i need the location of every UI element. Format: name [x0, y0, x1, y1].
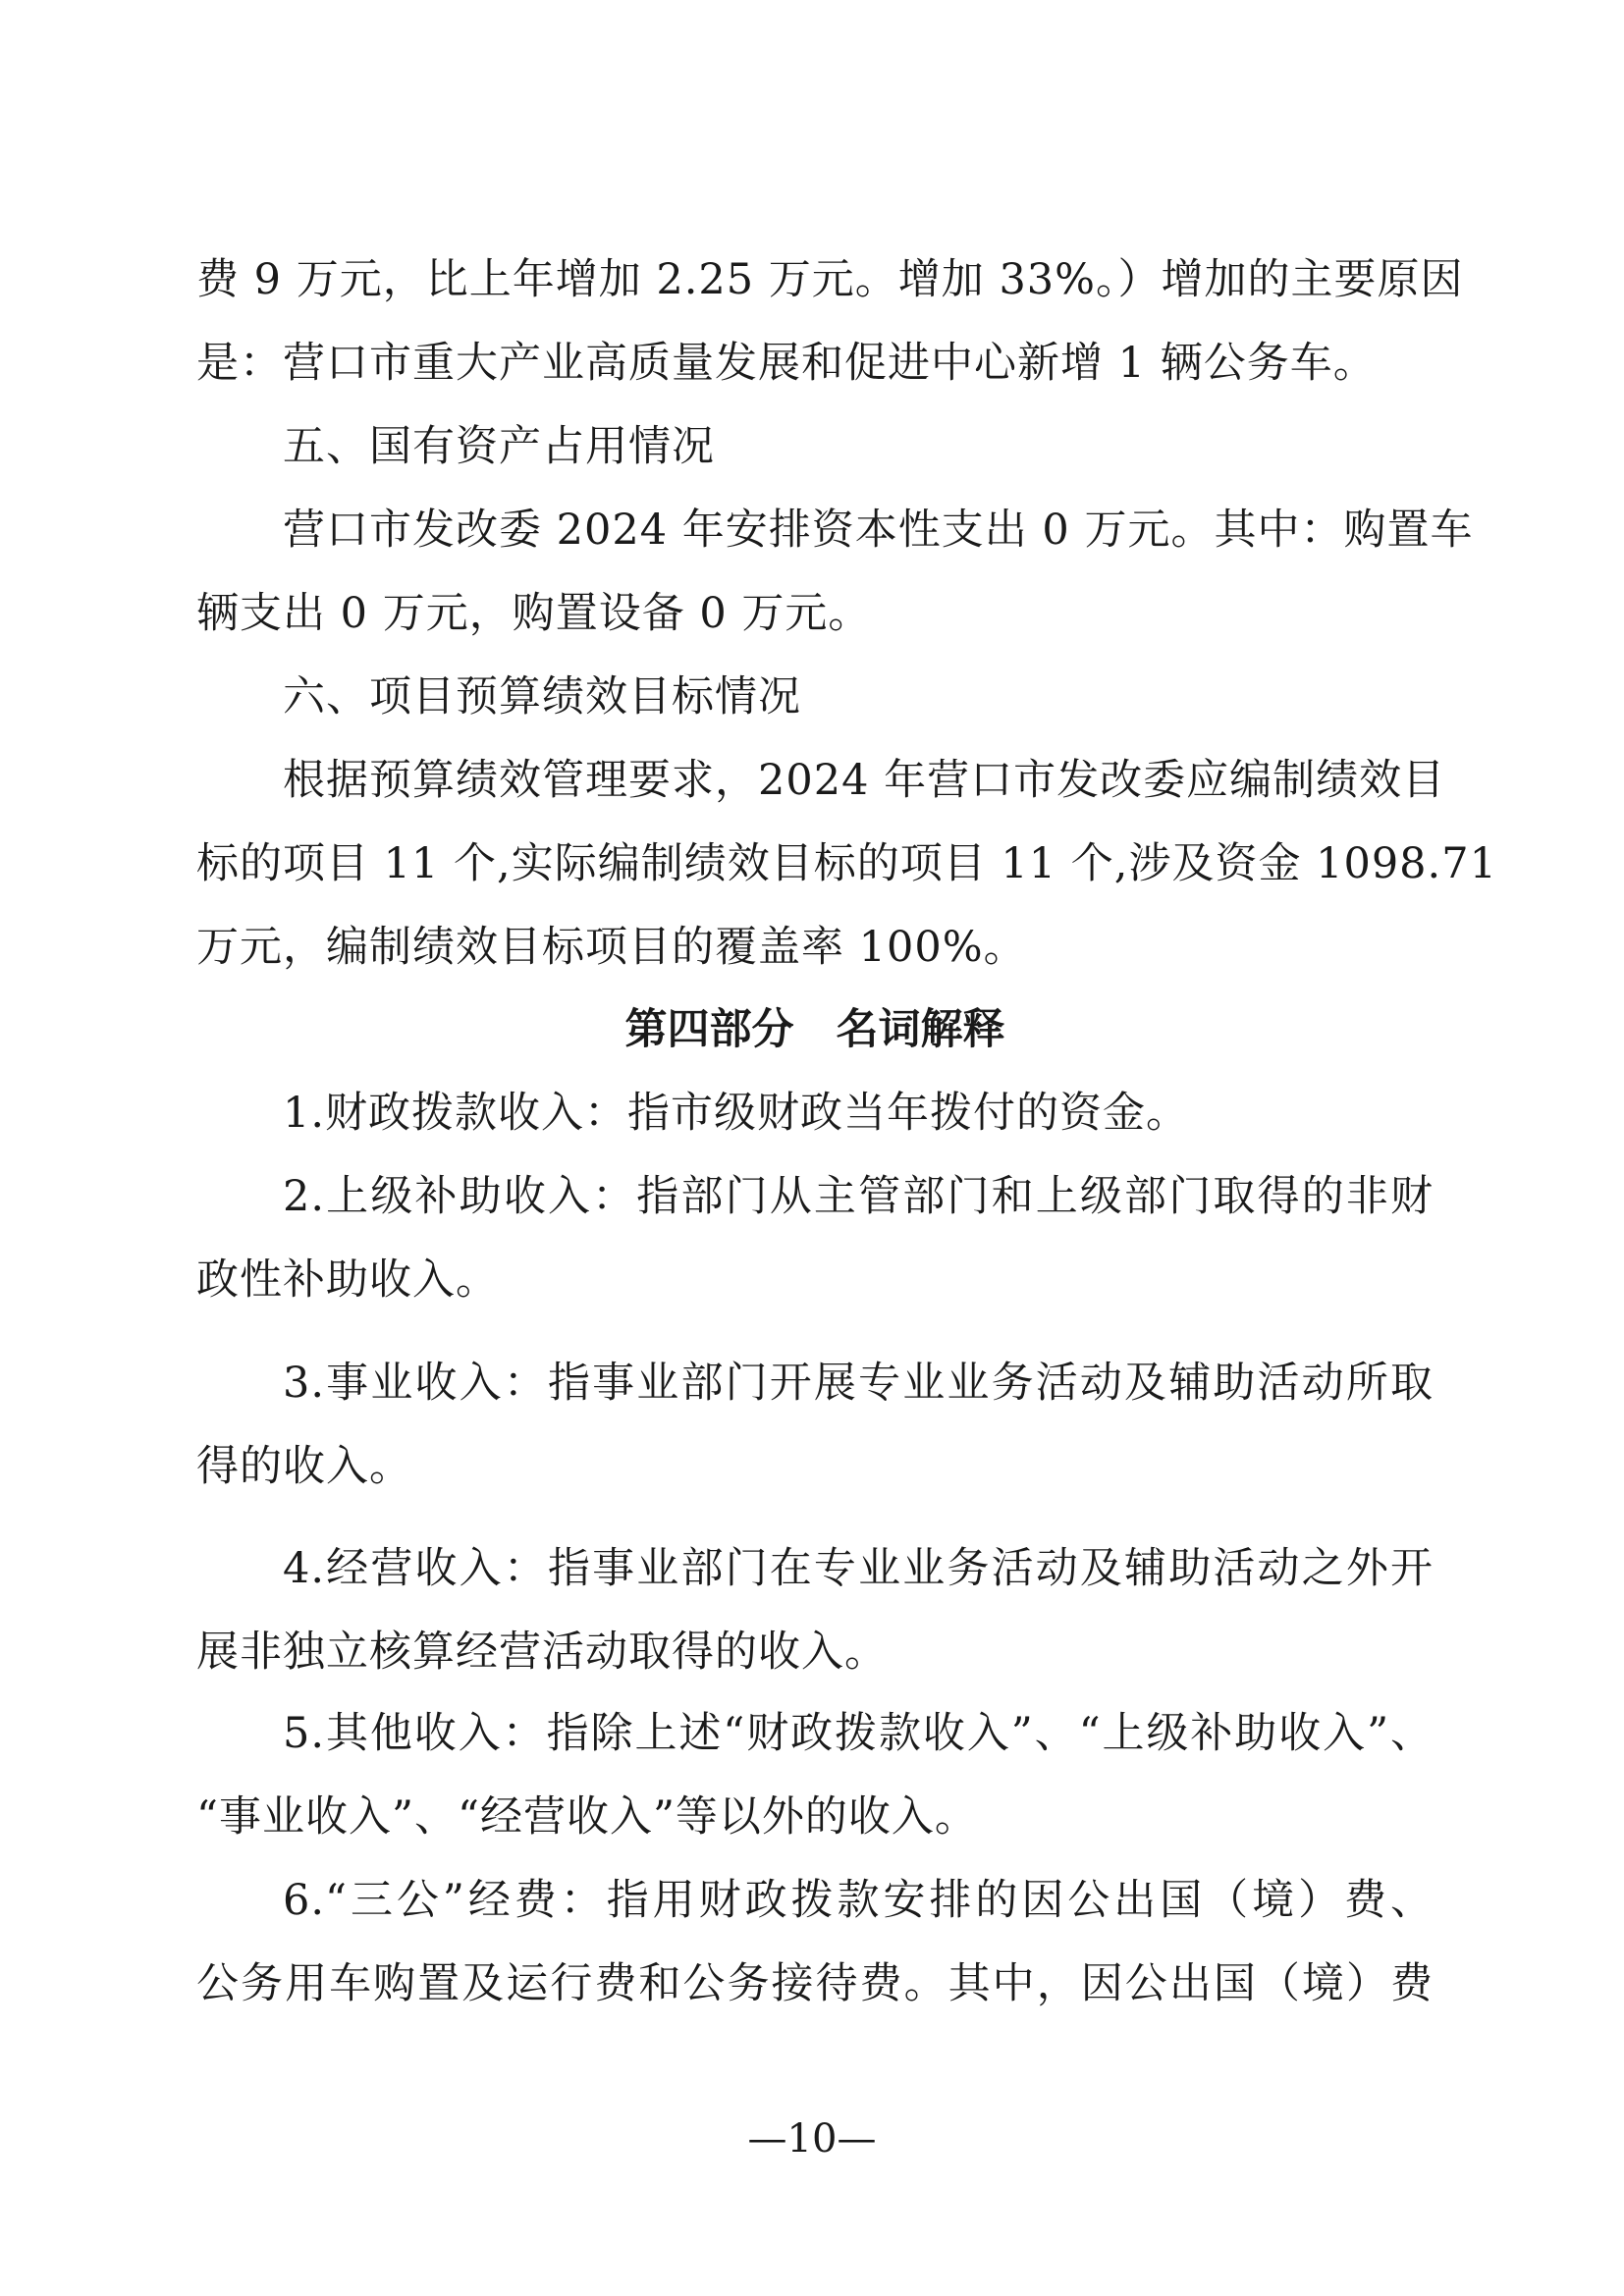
definition-item: 1.财政拨款收入：指市级财政当年拨付的资金。 [283, 1089, 1190, 1138]
definition-item: 3.事业收入：指事业部门开展专业业务活动及辅助活动所取 [283, 1359, 1434, 1408]
section-heading-performance: 六、项目预算绩效目标情况 [283, 672, 801, 721]
page-number: —10— [747, 2116, 877, 2162]
definition-item: 2.上级补助收入：指部门从主管部门和上级部门取得的非财 [283, 1172, 1434, 1221]
body-text-line: “事业收入”、“经营收入”等以外的收入。 [196, 1792, 978, 1842]
body-text-line: 营口市发改委 2024 年安排资本性支出 0 万元。其中：购置车 [283, 506, 1474, 555]
body-text-line: 是：营口市重大产业高质量发展和促进中心新增 1 辆公务车。 [196, 339, 1377, 388]
body-text-line: 根据预算绩效管理要求，2024 年营口市发改委应编制绩效目 [283, 756, 1446, 805]
body-text-line: 标的项目 11 个,实际编制绩效目标的项目 11 个,涉及资金 1098.71 [196, 839, 1497, 888]
body-text-line: 辆支出 0 万元，购置设备 0 万元。 [196, 589, 872, 638]
definition-item: 6.“三公”经费：指用财政拨款安排的因公出国（境）费、 [283, 1876, 1434, 1925]
body-text-line: 费 9 万元，比上年增加 2.25 万元。增加 33%。）增加的主要原因 [196, 255, 1464, 304]
part-four-heading: 第四部分 名词解释 [624, 1005, 1005, 1054]
definition-item: 4.经营收入：指事业部门在专业业务活动及辅助活动之外开 [283, 1544, 1434, 1593]
section-heading-assets: 五、国有资产占用情况 [283, 422, 715, 471]
body-text-line: 展非独立核算经营活动取得的收入。 [196, 1628, 888, 1677]
body-text-line: 公务用车购置及运行费和公务接待费。其中，因公出国（境）费 [196, 1959, 1434, 2008]
body-text-line: 政性补助收入。 [196, 1255, 499, 1305]
definition-item: 5.其他收入：指除上述“财政拨款收入”、“上级补助收入”、 [283, 1709, 1434, 1758]
body-text-line: 得的收入。 [196, 1442, 412, 1491]
body-text-line: 万元，编制绩效目标项目的覆盖率 100%。 [196, 923, 1027, 972]
